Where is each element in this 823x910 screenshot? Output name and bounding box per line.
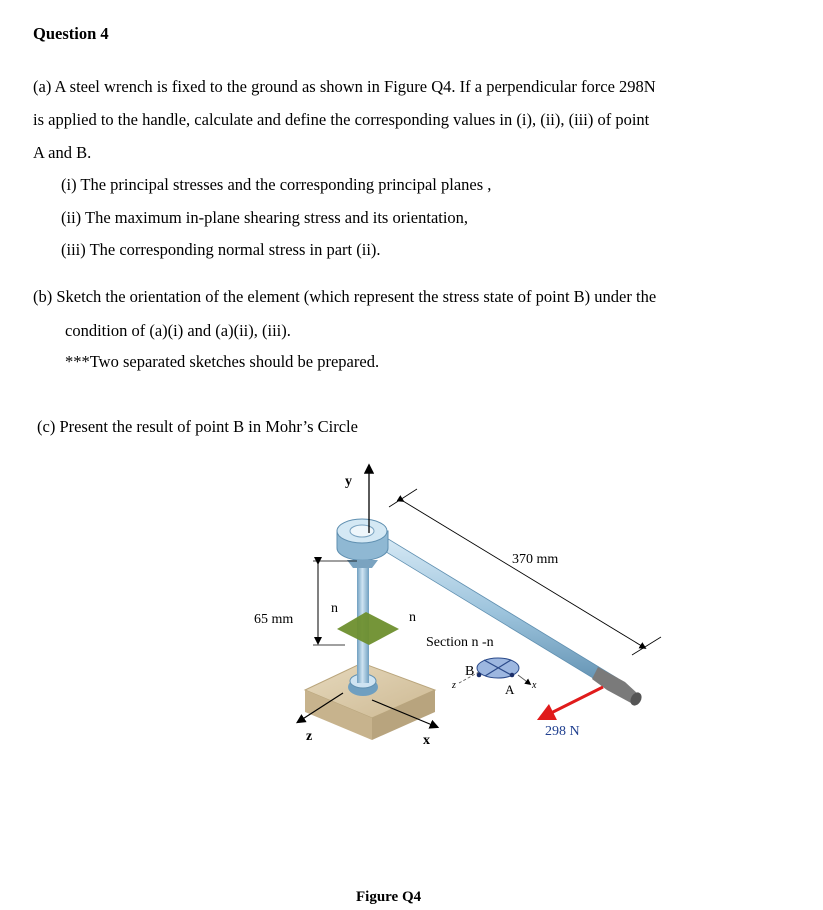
z-axis-label: z [306, 729, 313, 744]
point-b-label: B [465, 664, 475, 679]
x-axis-label: x [423, 733, 430, 748]
section-label-left: n [331, 601, 338, 616]
part-b-line-1: (b) Sketch the orientation of the element (which represent the stress state of point B) under the [33, 287, 657, 306]
part-b-note: ***Two separated sketches should be prepared. [65, 352, 380, 371]
y-axis-label: y [345, 474, 352, 489]
section-label-right: n [409, 610, 416, 625]
part-c-line-1: (c) Present the result of point B in Mohr’s Circle [37, 417, 358, 436]
part-a-line-1: (a) A steel wrench is fixed to the ground as shown in Figure Q4. If a perpendicular force 298N [33, 77, 656, 96]
part-b-line-2: condition of (a)(i) and (a)(ii), (iii). [65, 321, 291, 340]
part-a-line-3: A and B. [33, 143, 92, 162]
part-a-line-2: is applied to the handle, calculate and define the corresponding values in (i), (ii), (iii) of point [33, 110, 650, 129]
ground-base [305, 663, 435, 740]
figure-caption: Figure Q4 [356, 889, 422, 905]
force-label: 298 N [545, 724, 580, 739]
section-title-label: Section n -n [426, 635, 494, 650]
point-b-dot [477, 673, 482, 678]
part-a-item-ii: (ii) The maximum in-plane shearing stress and its orientation, [61, 208, 469, 227]
length-label: 370 mm [512, 552, 559, 567]
force-arrow [545, 687, 603, 716]
section-z-label: z [452, 680, 456, 691]
part-a-item-i: (i) The principal stresses and the corresponding principal planes , [61, 175, 492, 194]
height-label: 65 mm [254, 612, 294, 627]
question-title: Question 4 [33, 24, 109, 43]
point-a-dot [510, 673, 515, 678]
point-a-label: A [505, 682, 515, 697]
part-a-item-iii: (iii) The corresponding normal stress in part (ii). [61, 240, 381, 259]
section-x-label: x [532, 680, 537, 691]
section-plane [337, 612, 399, 645]
